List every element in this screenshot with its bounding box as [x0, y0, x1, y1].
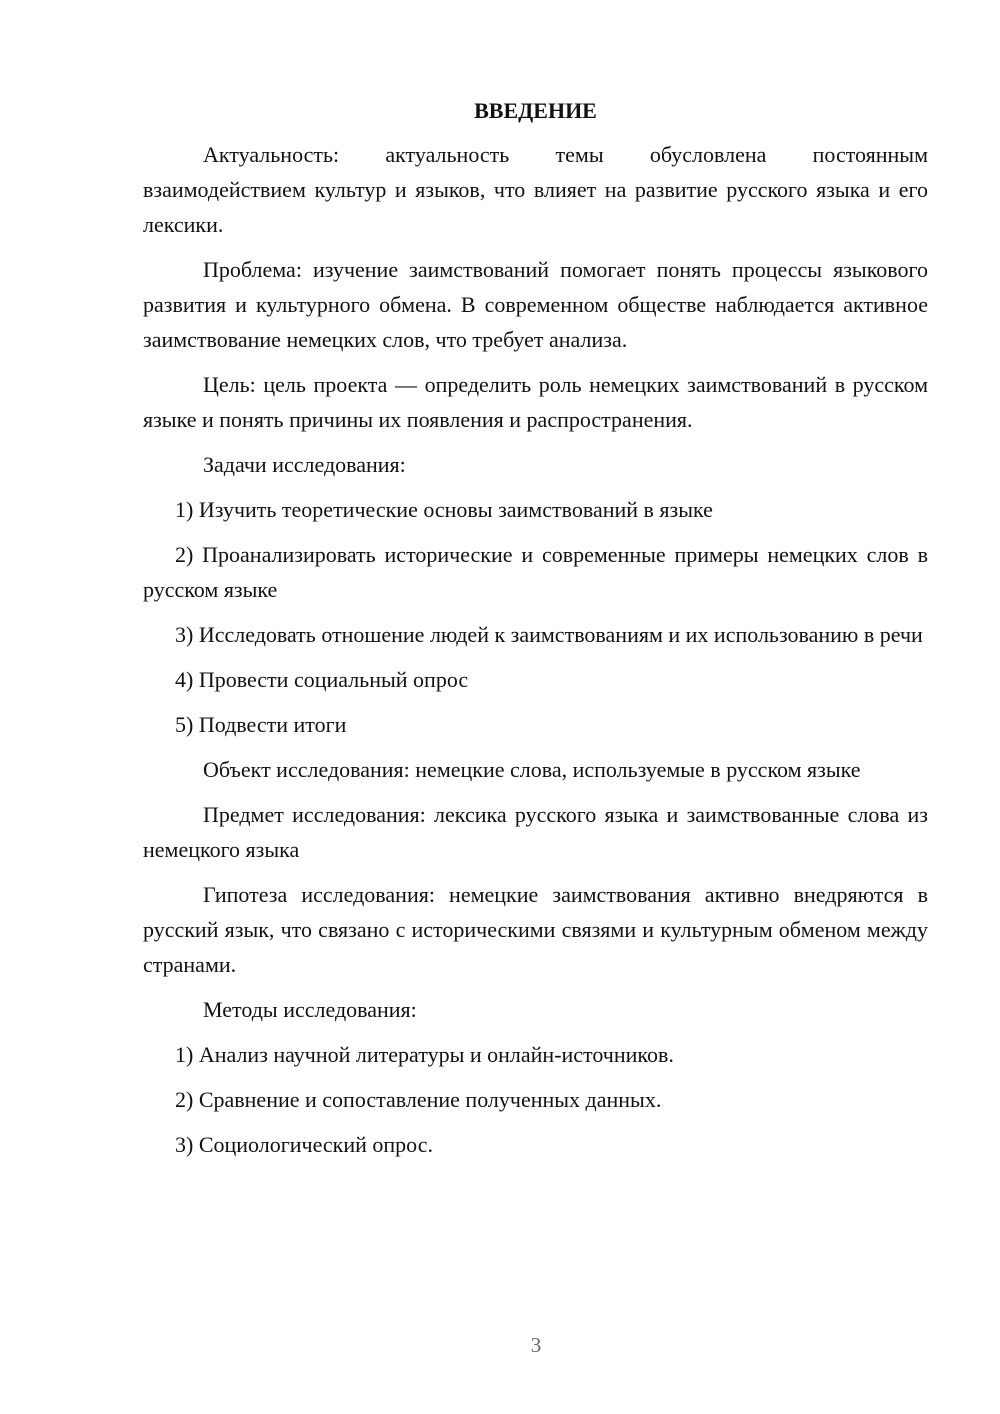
method-item: 2) Сравнение и сопоставление полученных данных. — [175, 1087, 662, 1112]
document-page — [143, 95, 928, 1172]
method-item: 3) Социологический опрос. — [175, 1132, 433, 1157]
relevance-paragraph: Актуальность: актуальность темы обусловлена постоянным взаимодействием культур и языков, что влияет на развитие русского языка и его лексики. — [143, 142, 928, 237]
object-paragraph: Объект исследования: немецкие слова, используемые в русском языке — [203, 757, 861, 782]
page-title: ВВЕДЕНИЕ — [474, 98, 597, 123]
task-item: 5) Подвести итоги — [175, 712, 347, 737]
problem-paragraph: Проблема: изучение заимствований помогает понять процессы языкового развития и культурного обмена. В современном обществе наблюдается активное заимствование немецких слов, что требует анализа. — [143, 257, 928, 352]
task-item: 2) Проанализировать исторические и современные примеры немецких слов в русском языке — [143, 542, 928, 602]
task-item: 3) Исследовать отношение людей к заимствованиям и их использованию в речи — [175, 622, 923, 647]
hypothesis-paragraph: Гипотеза исследования: немецкие заимствования активно внедряются в русский язык, что связано с историческими связями и культурным обменом между странами. — [143, 882, 928, 977]
method-item: 1) Анализ научной литературы и онлайн-источников. — [175, 1042, 674, 1067]
goal-paragraph: Цель: цель проекта — определить роль немецких заимствований в русском языке и понять причины их появления и распространения. — [143, 372, 928, 432]
task-item: 1) Изучить теоретические основы заимствований в языке — [175, 497, 713, 522]
methods-heading: Методы исследования: — [203, 997, 417, 1022]
tasks-heading: Задачи исследования: — [203, 452, 406, 477]
page-number: 3 — [530, 1333, 542, 1357]
subject-paragraph: Предмет исследования: лексика русского языка и заимствованные слова из немецкого языка — [143, 802, 928, 862]
task-item: 4) Провести социальный опрос — [175, 667, 469, 692]
